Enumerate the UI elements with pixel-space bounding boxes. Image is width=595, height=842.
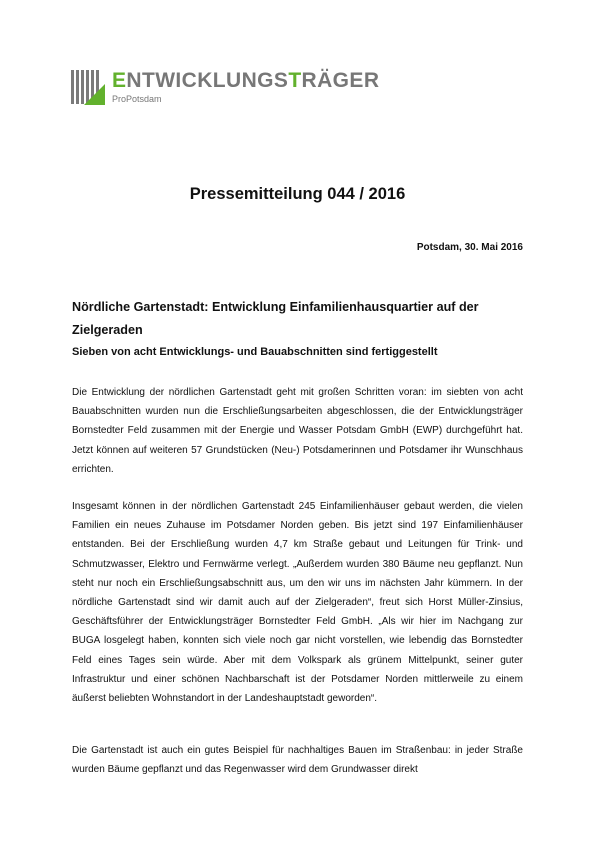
subheadline: Sieben von acht Entwicklungs- und Bauabschnitten sind fertiggestellt — [72, 346, 438, 358]
logo-wordmark-initial: E — [112, 69, 127, 92]
logo-wordmark — [112, 69, 379, 93]
logo-wordmark-part-1: NTWICKLUNGS — [126, 69, 289, 92]
body-paragraph-2: Insgesamt können in der nördlichen Gartenstadt 245 Einfamilienhäuser gebaut werden, die vielen Familien ein neues Zuhause im Potsdamer Norden geben. Bis jetzt sind 197 Einfamilienhäuser entstanden. Bei der Erschließung wurden 4,7 km Straße gebaut und Leitungen für Trink- und Schmutzwasser, Elektro und Fernwärme verlegt. „Außerdem wurden 380 Bäume neu gepflanzt. Nun steht nur noch ein Erschließungsabschnitt aus, um den wir uns im nächsten Jahr kümmern. In der nördliche Gartenstadt sind wir damit auch auf der Zielgeraden“, freut sich Horst Müller-Zinsius, Geschäftsführer der Entwicklungsträger Bornstedter Feld GmbH. „Als wir hier im Nachgang zur BUGA losgelegt haben, konnten sich viele noch gar nicht vorstellen, wie lebendig das Bornstedter Feld eines Tages sein würde. Aber mit dem Volkspark als grünem Mittelpunkt, seiner guter Infrastruktur und einer schönen Nachbarschaft ist der Potsdamer Norden mittlerweile zu einem äußerst beliebten Wohnstandort in der Landeshauptstadt geworden“. — [72, 501, 523, 705]
body-paragraph-1: Die Entwicklung der nördlichen Gartenstadt geht mit großen Schritten voran: im siebten von acht Bauabschnitten wurden nun die Erschließungsarbeiten abgeschlossen, die der Entwicklungsträger Bornstedter Feld zusammen mit der Energie und Wasser Potsdam GmbH (EWP) durchgeführt hat. Jetzt können auf weiteren 57 Grundstücken (Neu-) Potsdamerinnen und Potsdamer ihr Wunschhaus errichten. — [72, 387, 523, 475]
logo — [70, 70, 390, 110]
logo-wordmark-part-2: RÄGER — [301, 69, 380, 92]
headline: Nördliche Gartenstadt: Entwicklung Einfamilienhausquartier auf der Zielgeraden — [72, 300, 479, 337]
date-line: Potsdam, 30. Mai 2016 — [416, 242, 523, 253]
logo-subtitle: ProPotsdam — [112, 94, 162, 104]
page-title: Pressemitteilung 044 / 2016 — [189, 185, 406, 203]
logo-wordmark-initial-2: T — [288, 69, 302, 92]
barcode-triangle-logo-icon — [70, 70, 106, 106]
body-paragraph-3: Die Gartenstadt ist auch ein gutes Beispiel für nachhaltiges Bauen im Straßenbau: in jeder Straße wurden Bäume gepflanzt und das Regenwasser wird dem Grundwasser direkt — [72, 745, 523, 776]
